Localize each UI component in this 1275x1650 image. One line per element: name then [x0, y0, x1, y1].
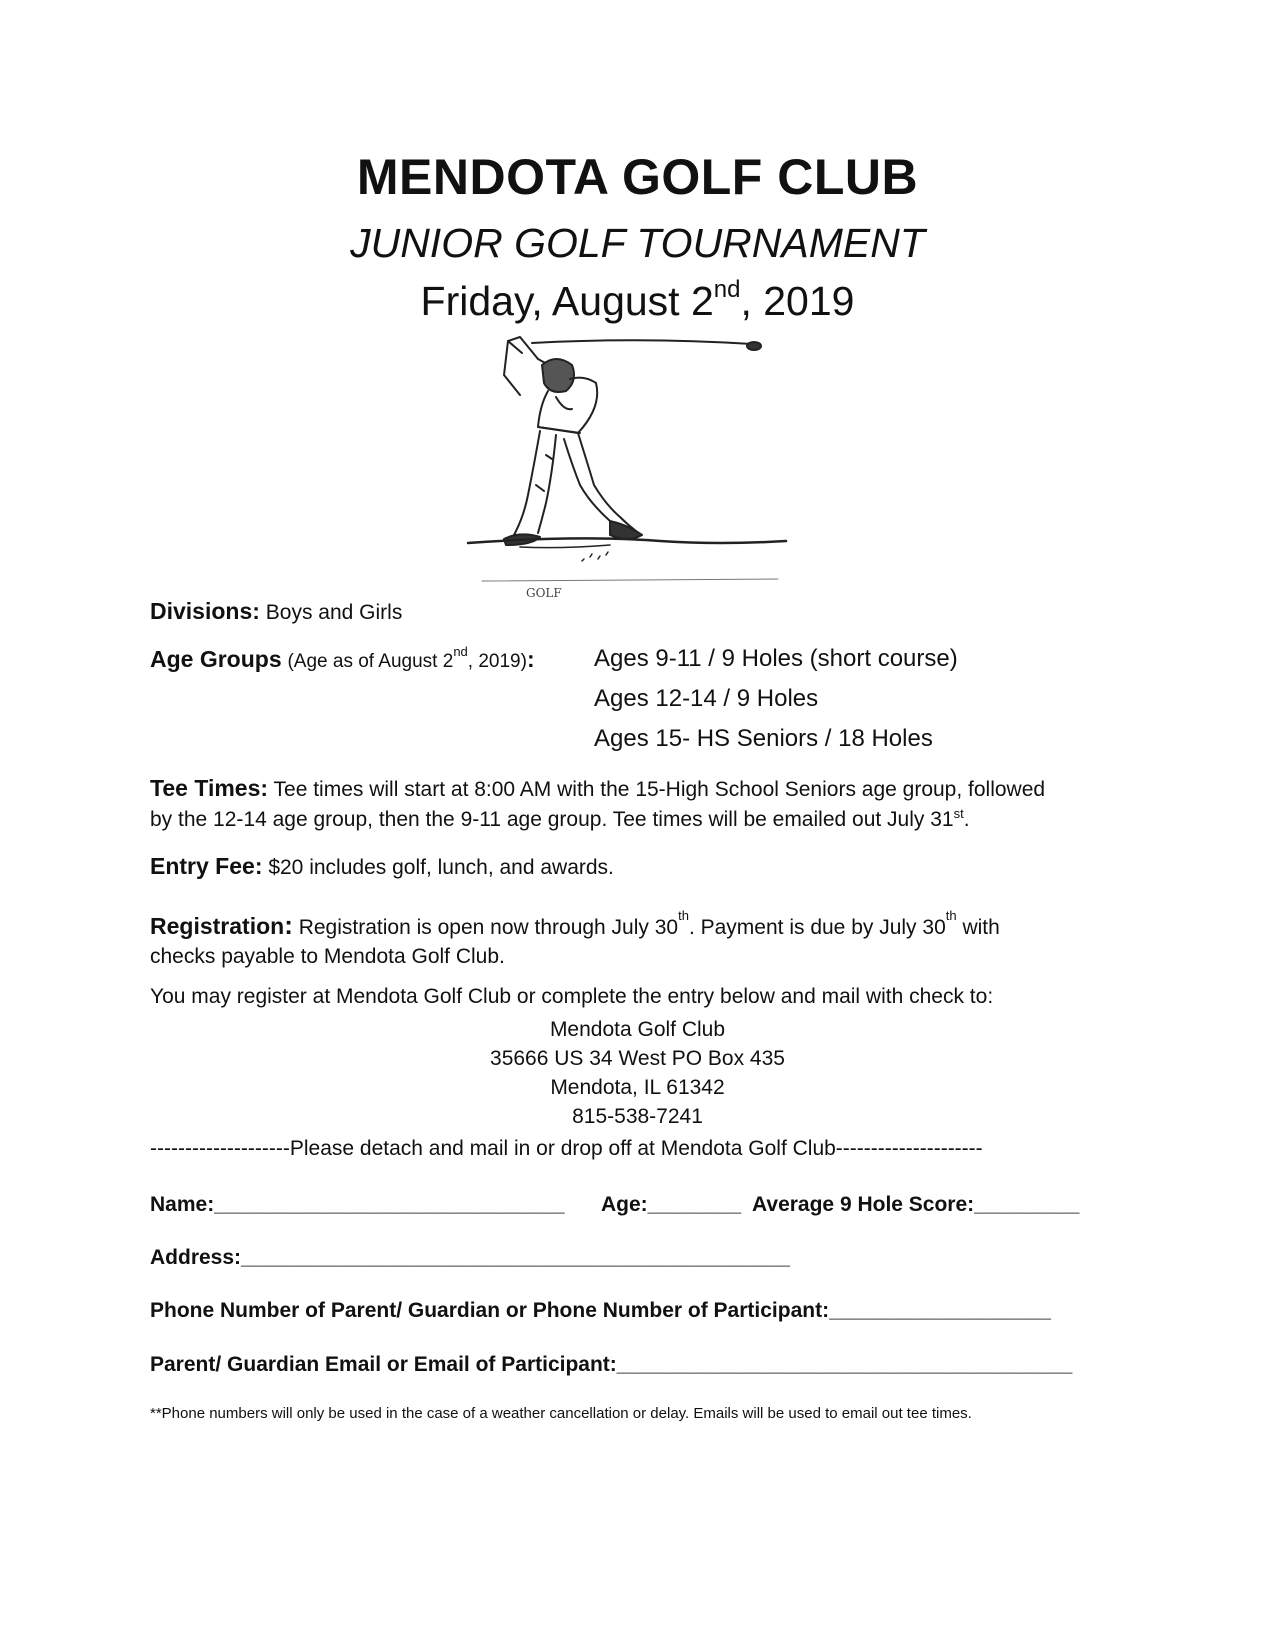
registration-text-c: with — [956, 916, 1000, 939]
registration-ordinal-b: th — [945, 908, 957, 923]
registration-text-b: . Payment is due by July 30 — [688, 916, 946, 939]
registration-ordinal-a: th — [678, 908, 689, 923]
email-field[interactable]: Parent/ Guardian Email or Email of Participant:_______________________________________ — [150, 1353, 1073, 1376]
age-note-suffix: , 2019) — [467, 651, 527, 672]
golf-caption: GOLF — [526, 586, 562, 597]
age-group-item: Ages 9-11 / 9 Holes (short course) — [594, 645, 958, 672]
mail-address-city: Mendota, IL 61342 — [550, 1076, 725, 1099]
age-groups-colon: : — [526, 646, 535, 672]
age-note-prefix: (Age as of August 2 — [287, 651, 454, 672]
age-note-ordinal: nd — [453, 644, 468, 659]
footnote: **Phone numbers will only be used in the case of a weather cancellation or delay. Emails will be used to email out tee times. — [150, 1405, 972, 1422]
event-date-year: , 2019 — [740, 278, 855, 324]
page-title: MENDOTA GOLF CLUB — [356, 149, 919, 205]
event-date-main: Friday, August 2 — [420, 278, 714, 324]
tee-times-period: . — [963, 808, 970, 831]
registration-label: Registration — [150, 913, 285, 939]
tee-times-label: Tee Times: — [150, 775, 269, 801]
event-date-ordinal: nd — [713, 276, 741, 303]
mail-address-phone: 815-538-7241 — [572, 1105, 703, 1128]
golfer-illustration — [460, 335, 805, 597]
event-date — [0, 278, 1275, 325]
mail-address-name: Mendota Golf Club — [549, 1018, 726, 1041]
tee-times-line2 — [150, 808, 970, 832]
age-field[interactable]: Age:________ — [601, 1193, 742, 1216]
detach-line: --------------------Please detach and mail in or drop off at Mendota Golf Club--------------------- — [150, 1137, 983, 1160]
event-subtitle: JUNIOR GOLF TOURNAMENT — [350, 220, 925, 266]
entry-fee-label: Entry Fee: — [150, 853, 263, 879]
mail-intro: You may register at Mendota Golf Club or complete the entry below and mail with check to: — [150, 985, 994, 1008]
registration-text-a: Registration is open now through July 30 — [298, 916, 679, 939]
tee-times-text: Tee times will start at 8:00 AM with the 15-High School Seniors age group, followed — [273, 778, 1046, 801]
registration-text — [298, 908, 1000, 939]
tee-times-text2: by the 12-14 age group, then the 9-11 age group. Tee times will be emailed out July 31 — [150, 808, 954, 831]
age-groups-row — [150, 646, 535, 673]
tee-times-ordinal: st — [953, 806, 964, 821]
phone-field[interactable]: Phone Number of Parent/ Guardian or Phone Number of Participant:___________________ — [150, 1299, 1051, 1322]
age-group-item: Ages 15- HS Seniors / 18 Holes — [594, 725, 933, 752]
entry-fee-value: $20 includes golf, lunch, and awards. — [268, 856, 614, 879]
tee-times-row — [150, 775, 1045, 802]
age-groups-label: Age Groups — [150, 646, 282, 672]
mail-address-street: 35666 US 34 West PO Box 435 — [490, 1047, 785, 1070]
entry-fee-row — [150, 853, 614, 880]
registration-line2: checks payable to Mendota Golf Club. — [150, 945, 505, 968]
age-group-item: Ages 12-14 / 9 Holes — [594, 685, 819, 712]
address-field[interactable]: Address:_______________________________________________ — [150, 1246, 790, 1269]
name-field[interactable]: Name:______________________________ — [150, 1193, 565, 1216]
divisions-value: Boys and Girls — [265, 601, 403, 624]
registration-row — [150, 910, 1000, 941]
divisions-row — [150, 598, 402, 625]
age-groups-note — [287, 644, 527, 672]
divisions-label: Divisions: — [150, 598, 260, 624]
average-score-field[interactable]: Average 9 Hole Score:_________ — [752, 1193, 1080, 1216]
registration-colon: : — [284, 910, 293, 940]
